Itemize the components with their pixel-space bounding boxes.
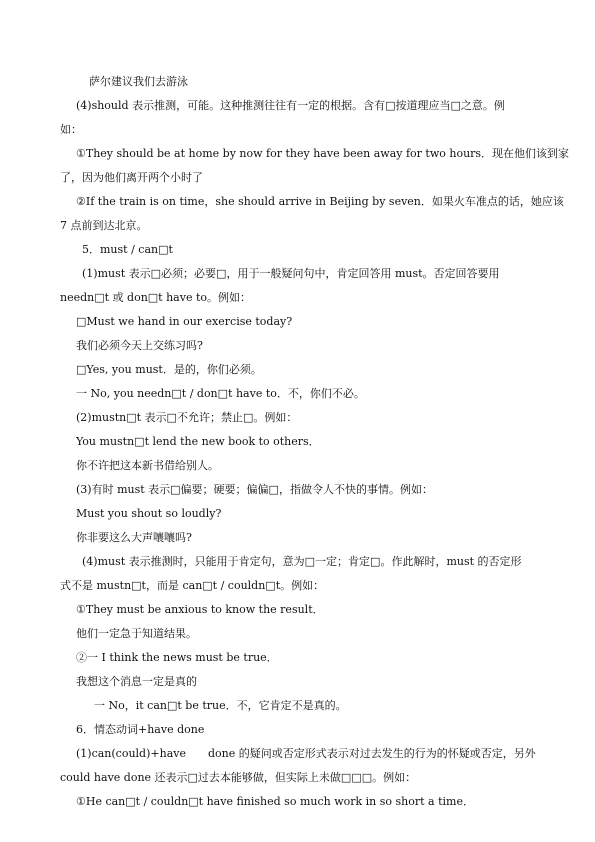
text-line: ①They should be at home by now for they have been away for two hours．现在他们该到家 [76,147,570,160]
text-line: 我想这个消息一定是真的 [76,675,197,688]
text-line: (2)mustn□t 表示□不允许；禁止□。例如： [76,411,298,424]
text-line: 7 点前到达北京。 [60,219,148,232]
text-line: ②If the train is on time，she should arrive in Beijing by seven．如果火车准点的话，她应该 [76,195,564,208]
text-line: □Must we hand in our exercise today? [76,315,293,328]
text-line: 如： [60,123,82,136]
text-line: (1)can(could)+have done 的疑问或否定形式表示对过去发生的行为的怀疑或否定，另外 [76,747,536,760]
text-line: (4)must 表示推测时，只能用于肯定句，意为□一定；肯定□。作此解时，must 的否定形 [82,555,522,568]
text-line: □Yes, you must．是的，你们必须。 [76,363,262,376]
text-line: 一 No，it can□t be true．不，它肯定不是真的。 [94,699,347,712]
text-line: 你非要这么大声嚷嚷吗? [76,531,192,544]
text-line: 了，因为他们离开两个小时了 [60,171,203,184]
text-line: 式不是 mustn□t，而是 can□t / couldn□t。例如： [60,579,325,592]
section-heading: 6．情态动词+have done [76,723,205,736]
text-line: Must you shout so loudly? [76,507,222,520]
text-line: (3)有时 must 表示□偏要；硬要；偏偏□，指做令人不快的事情。例如： [76,483,433,496]
text-line: could have done 还表示□过去本能够做，但实际上未做□□□。例如： [60,771,417,784]
text-line: needn□t 或 don□t have to。例如： [60,291,252,304]
section-heading: 5．must / can□t [82,243,173,256]
text-line: 我们必须今天上交练习吗? [76,339,203,352]
text-line: 你不许把这本新书借给别人。 [76,459,219,472]
text-line: (4)should 表示推测，可能。这种推测往往有一定的根据。含有□按道理应当□之意。例 [76,99,505,112]
text-line: You mustn□t lend the new book to others． [76,435,320,448]
text-line: ②一 I think the news must be true． [76,651,278,664]
text-line: ①They must be anxious to know the result． [76,603,324,616]
text-line: 萨尔建议我们去游泳 [89,75,188,88]
text-line: 他们一定急于知道结果。 [76,627,197,640]
text-line: (1)must 表示□必须；必要□，用于一般疑问句中，肯定回答用 must。否定回答要用 [82,267,500,280]
text-line: ①He can□t / couldn□t have finished so much work in so short a time． [76,795,474,808]
text-line: 一 No, you needn□t / don□t have to．不，你们不必。 [76,387,365,400]
